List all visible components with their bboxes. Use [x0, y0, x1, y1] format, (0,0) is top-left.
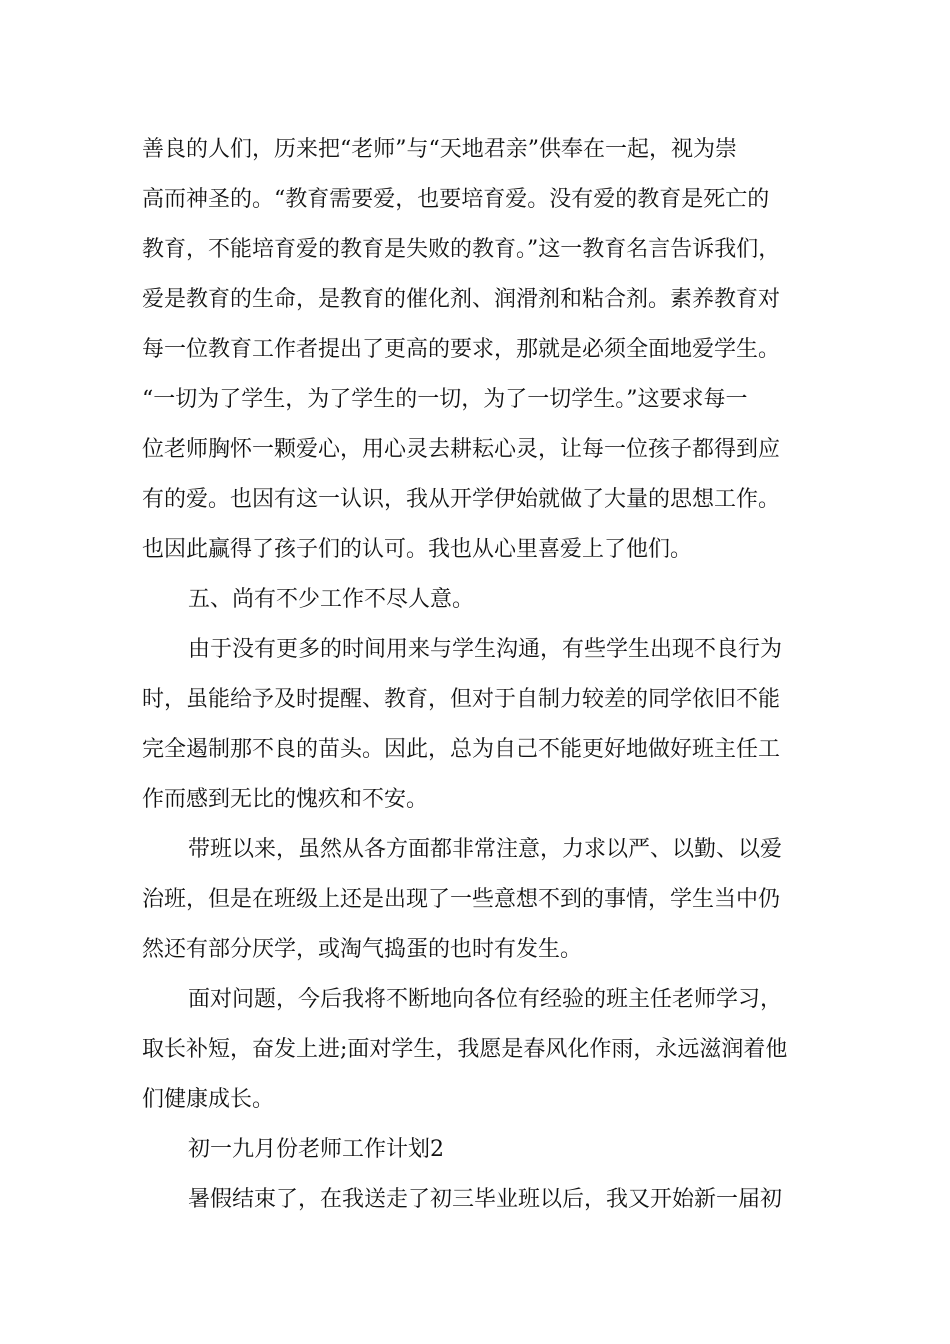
text-line: 有的爱。也因有这一认识，我从开学伊始就做了大量的思想工作。 — [142, 487, 781, 512]
text-line: 爱是教育的生命，是教育的催化剂、润滑剂和粘合剂。素养教育对 — [142, 287, 781, 312]
text-line: 完全遏制那不良的苗头。因此，总为自己不能更好地做好班主任工 — [142, 737, 781, 762]
text-line: 暑假结束了，在我送走了初三毕业班以后，我又开始新一届初 — [188, 1187, 783, 1212]
text-line: 取长补短，奋发上进;面对学生，我愿是春风化作雨，永远滋润着他 — [142, 1037, 788, 1062]
section-title: 初一九月份老师工作计划2 — [188, 1137, 444, 1162]
text-line: 也因此赢得了孩子们的认可。我也从心里喜爱上了他们。 — [142, 537, 693, 562]
text-line: 时，虽能给予及时提醒、教育，但对于自制力较差的同学依旧不能 — [142, 687, 781, 712]
text-line: 位老师胸怀一颗爱心，用心灵去耕耘心灵，让每一位孩子都得到应 — [142, 437, 781, 462]
text-line: 治班，但是在班级上还是出现了一些意想不到的事情，学生当中仍 — [142, 887, 781, 912]
text-line: 然还有部分厌学，或淘气捣蛋的也时有发生。 — [142, 937, 583, 962]
text-line: 每一位教育工作者提出了更高的要求，那就是必须全面地爱学生。 — [142, 337, 781, 362]
text-line: 高而神圣的。“教育需要爱，也要培育爱。没有爱的教育是死亡的 — [142, 187, 770, 212]
text-line: 由于没有更多的时间用来与学生沟通，有些学生出现不良行为 — [188, 637, 783, 662]
text-line: 善良的人们，历来把“老师”与“天地君亲”供奉在一起，视为崇 — [142, 137, 737, 162]
section-heading: 五、尚有不少工作不尽人意。 — [188, 587, 475, 612]
document-body — [142, 125, 832, 1225]
text-line: 教育，不能培育爱的教育是失败的教育。”这一教育名言告诉我们， — [142, 237, 781, 262]
text-line: 带班以来，虽然从各方面都非常注意，力求以严、以勤、以爱 — [188, 837, 783, 862]
text-line: 们健康成长。 — [142, 1087, 275, 1112]
text-line: “一切为了学生，为了学生的一切，为了一切学生。”这要求每一 — [142, 387, 748, 412]
text-line: 面对问题，今后我将不断地向各位有经验的班主任老师学习， — [188, 987, 783, 1012]
text-line: 作而感到无比的愧疚和不安。 — [142, 787, 429, 812]
